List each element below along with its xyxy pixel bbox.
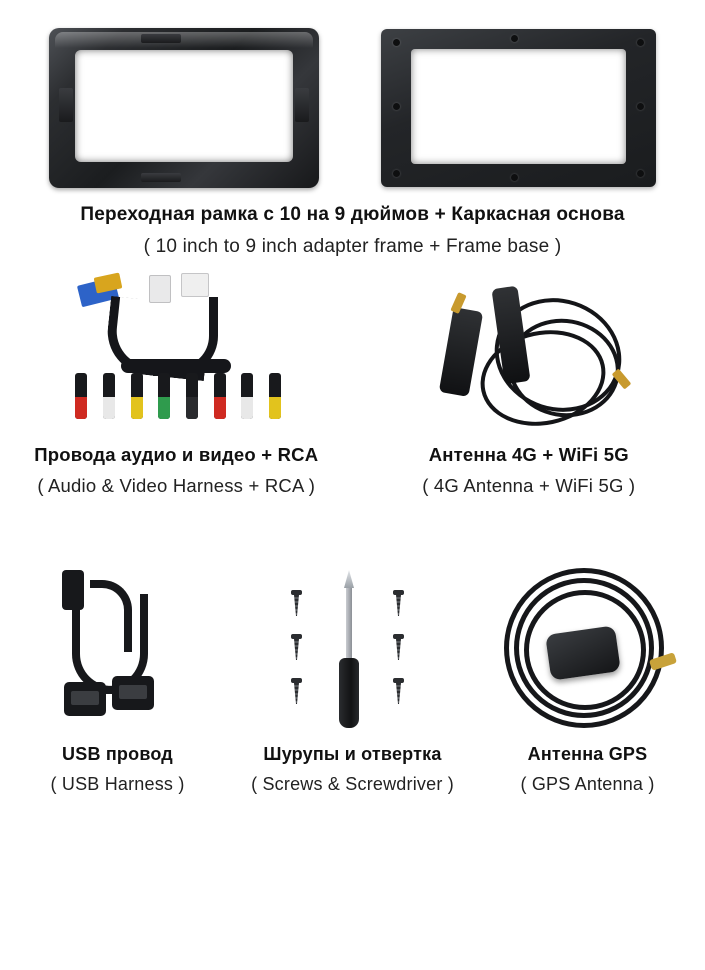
- rca-plug-white: [103, 373, 115, 419]
- caption-antenna-en: ( 4G Antenna + WiFi 5G ): [422, 474, 636, 496]
- screwdriver-handle: [339, 658, 359, 728]
- caption-harness: [0, 443, 353, 499]
- caption-antenna-ru: Антенна 4G + WiFi 5G: [428, 444, 629, 465]
- rca-plug-yellow: [269, 373, 281, 419]
- cell-usb-harness: [0, 557, 235, 797]
- frame-screw-hole: [511, 174, 518, 181]
- screws-screwdriver-icon: [265, 562, 440, 737]
- gps-receiver-puck: [545, 625, 621, 680]
- frame-screw-hole: [637, 170, 644, 177]
- screwdriver-shaft: [346, 584, 352, 662]
- caption-usb-ru: USB провод: [62, 743, 173, 764]
- gps-antenna-icon: [498, 562, 678, 737]
- screw: [291, 678, 302, 704]
- frame-gloss-highlight: [55, 32, 313, 48]
- antenna-pad: [439, 307, 483, 397]
- screw: [393, 634, 404, 660]
- caption-frames-en: ( 10 inch to 9 inch adapter frame + Frame base ): [143, 235, 562, 257]
- caption-frames: [0, 202, 705, 259]
- caption-usb: [0, 742, 235, 797]
- screw: [393, 590, 404, 616]
- wire-trunk: [121, 359, 231, 373]
- caption-antenna: [353, 443, 705, 499]
- gps-image: [470, 557, 705, 742]
- cell-screws-screwdriver: [235, 557, 470, 797]
- frame-screw-hole: [393, 103, 400, 110]
- caption-gps-en: ( GPS Antenna ): [520, 774, 655, 795]
- frame-tab-left: [59, 88, 73, 122]
- caption-tools-en: ( Screws & Screwdriver ): [251, 774, 454, 795]
- section-accessories: [0, 557, 705, 797]
- frame-base-matte-icon: [381, 29, 656, 187]
- frame-screw-hole: [393, 170, 400, 177]
- rca-plug-yellow: [131, 373, 143, 419]
- frame-tab-top: [141, 34, 181, 43]
- caption-tools-ru: Шурупы и отвертка: [263, 743, 442, 764]
- usb-image: [0, 557, 235, 742]
- caption-harness-ru: Провода аудио и видео + RCA: [34, 444, 319, 465]
- screw: [393, 678, 404, 704]
- rca-connector-row: [75, 373, 281, 419]
- usb-harness-icon: [38, 564, 198, 734]
- usb-port: [112, 676, 154, 710]
- screw: [291, 590, 302, 616]
- caption-usb-en: ( USB Harness ): [50, 774, 185, 795]
- cell-4g-wifi-antenna: [353, 268, 705, 499]
- rca-plug-green: [158, 373, 170, 419]
- tools-image: [235, 557, 470, 742]
- caption-tools: [235, 742, 470, 797]
- frame-screw-hole: [637, 103, 644, 110]
- usb-port: [64, 682, 106, 716]
- frame-tab-bottom: [141, 173, 181, 182]
- screw: [291, 634, 302, 660]
- caption-frames-ru: Переходная рамка с 10 на 9 дюймов + Каркасная основа: [80, 204, 625, 225]
- section-frames: [0, 0, 705, 257]
- frames-image-group: [0, 0, 705, 188]
- adapter-frame-glossy-icon: [49, 28, 319, 188]
- antenna-image: [353, 268, 705, 443]
- frame-screw-hole: [511, 35, 518, 42]
- frame-screw-hole: [393, 39, 400, 46]
- rca-plug-black: [186, 373, 198, 419]
- frame-screw-hole: [637, 39, 644, 46]
- cell-gps-antenna: [470, 557, 705, 797]
- harness-image: [0, 268, 353, 443]
- 4g-wifi-antenna-icon: [424, 273, 634, 438]
- white-connector: [181, 273, 209, 297]
- audio-video-harness-rca-icon: [61, 273, 291, 438]
- section-harness-antenna: [0, 268, 705, 499]
- frame-tab-right: [295, 88, 309, 122]
- caption-harness-en: ( Audio & Video Harness + RCA ): [37, 474, 316, 496]
- caption-gps-ru: Антенна GPS: [527, 743, 648, 764]
- rca-plug-red: [75, 373, 87, 419]
- cell-audio-video-harness: [0, 268, 353, 499]
- caption-gps: [470, 742, 705, 797]
- rca-plug-red: [214, 373, 226, 419]
- yellow-connector: [94, 272, 123, 293]
- rca-plug-white: [241, 373, 253, 419]
